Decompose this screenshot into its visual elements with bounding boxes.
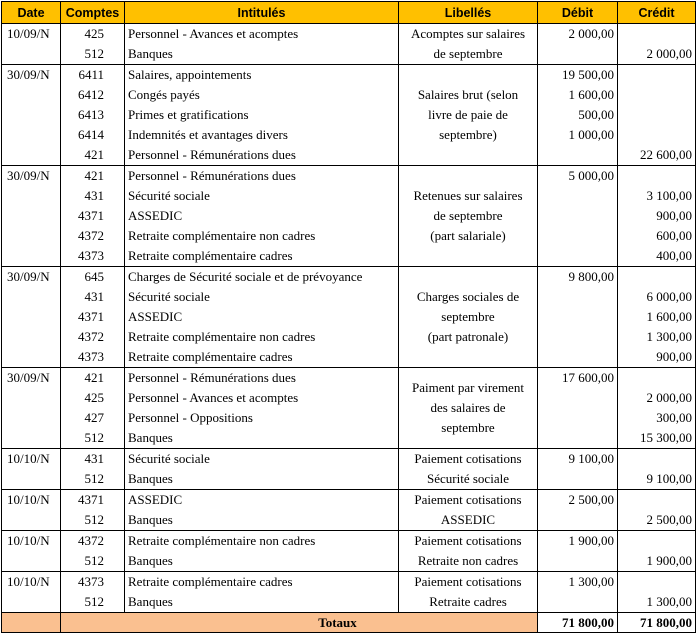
libelle-line: Paiement cotisations: [414, 492, 522, 507]
debit-amount: [538, 408, 618, 428]
account-number: 512: [61, 551, 125, 572]
entry-date: [2, 287, 61, 307]
libelle-line: Retenues sur salaires: [413, 188, 523, 203]
credit-amount: 300,00: [618, 408, 696, 428]
account-number: 512: [61, 469, 125, 490]
debit-amount: [538, 428, 618, 449]
debit-amount: 1 900,00: [538, 531, 618, 552]
account-number: 421: [61, 166, 125, 187]
totals-credit: 71 800,00: [618, 613, 696, 633]
account-number: 4373: [61, 572, 125, 593]
table-row: [2, 206, 696, 226]
account-title: Banques: [125, 551, 399, 572]
account-title: ASSEDIC: [125, 206, 399, 226]
table-row: [2, 226, 696, 246]
debit-amount: [538, 206, 618, 226]
libelle-line: Retraite cadres: [429, 594, 507, 609]
debit-amount: 2 000,00: [538, 24, 618, 45]
account-number: 4371: [61, 307, 125, 327]
journal-table: [1, 1, 696, 633]
debit-amount: 19 500,00: [538, 65, 618, 86]
account-title: Retraite complémentaire cadres: [125, 572, 399, 593]
credit-amount: [618, 24, 696, 45]
entry-date: 30/09/N: [2, 267, 61, 288]
libelle-line: de septembre: [433, 46, 503, 61]
entry-date: [2, 125, 61, 145]
account-title: Personnel - Oppositions: [125, 408, 399, 428]
credit-amount: [618, 449, 696, 470]
table-row: [2, 408, 696, 428]
totals-debit: 71 800,00: [538, 613, 618, 633]
libelle-line: septembre): [439, 127, 497, 142]
entry-libelle: [399, 65, 538, 166]
libelle-line: Paiment par virement: [412, 380, 524, 395]
account-number: 512: [61, 510, 125, 531]
account-title: Personnel - Avances et acomptes: [125, 24, 399, 45]
table-row: [2, 388, 696, 408]
entry-date: [2, 408, 61, 428]
account-title: Sécurité sociale: [125, 186, 399, 206]
totals-spacer: [2, 613, 61, 633]
account-number: 6413: [61, 105, 125, 125]
credit-amount: 2 000,00: [618, 44, 696, 65]
journal-body: [2, 24, 696, 613]
account-number: 425: [61, 388, 125, 408]
credit-amount: 900,00: [618, 347, 696, 368]
account-title: Personnel - Rémunérations dues: [125, 368, 399, 389]
header-comptes: Comptes: [61, 2, 125, 24]
entry-date: [2, 510, 61, 531]
account-number: 4373: [61, 246, 125, 267]
account-title: Retraite complémentaire non cadres: [125, 226, 399, 246]
debit-amount: [538, 287, 618, 307]
account-number: 6411: [61, 65, 125, 86]
table-row: [2, 307, 696, 327]
table-row: [2, 551, 696, 572]
account-number: 431: [61, 449, 125, 470]
credit-amount: [618, 85, 696, 105]
table-row: [2, 531, 696, 552]
account-title: Retraite complémentaire cadres: [125, 347, 399, 368]
table-row: [2, 490, 696, 511]
entry-libelle: [399, 166, 538, 267]
header-libelles: Libellés: [399, 2, 538, 24]
libelle-line: Paiement cotisations: [414, 574, 522, 589]
libelle-line: Sécurité sociale: [427, 471, 509, 486]
debit-amount: [538, 186, 618, 206]
debit-amount: [538, 510, 618, 531]
libelle-line: Salaires brut (selon: [417, 87, 519, 102]
entry-date: [2, 551, 61, 572]
account-title: Banques: [125, 469, 399, 490]
credit-amount: [618, 65, 696, 86]
credit-amount: [618, 490, 696, 511]
account-title: Banques: [125, 510, 399, 531]
libelle-line: Retraite non cadres: [417, 553, 519, 568]
debit-amount: [538, 246, 618, 267]
entry-date: [2, 206, 61, 226]
libelle-line: septembre: [441, 309, 495, 324]
libelle-line: Paiement cotisations: [414, 533, 522, 548]
table-row: [2, 246, 696, 267]
libelle-line: septembre: [441, 420, 495, 435]
credit-amount: 600,00: [618, 226, 696, 246]
credit-amount: 3 100,00: [618, 186, 696, 206]
libelle-line: de septembre: [433, 208, 503, 223]
totals-row: [2, 613, 696, 633]
entry-date: [2, 388, 61, 408]
credit-amount: 400,00: [618, 246, 696, 267]
credit-amount: 2 000,00: [618, 388, 696, 408]
table-row: [2, 44, 696, 65]
credit-amount: 15 300,00: [618, 428, 696, 449]
entry-libelle: [399, 24, 538, 65]
account-title: Sécurité sociale: [125, 287, 399, 307]
account-title: Salaires, appointements: [125, 65, 399, 86]
debit-amount: [538, 347, 618, 368]
debit-amount: 500,00: [538, 105, 618, 125]
debit-amount: [538, 327, 618, 347]
account-number: 421: [61, 368, 125, 389]
entry-date: 10/10/N: [2, 490, 61, 511]
account-number: 4371: [61, 490, 125, 511]
table-row: [2, 287, 696, 307]
header-row: [2, 2, 696, 24]
table-row: [2, 186, 696, 206]
credit-amount: [618, 166, 696, 187]
entry-date: [2, 85, 61, 105]
account-number: 431: [61, 287, 125, 307]
table-row: [2, 24, 696, 45]
credit-amount: 9 100,00: [618, 469, 696, 490]
credit-amount: 2 500,00: [618, 510, 696, 531]
entry-date: [2, 246, 61, 267]
debit-amount: [538, 145, 618, 166]
entry-date: [2, 469, 61, 490]
entry-date: 10/10/N: [2, 572, 61, 593]
entry-date: [2, 186, 61, 206]
credit-amount: [618, 531, 696, 552]
account-title: Personnel - Rémunérations dues: [125, 145, 399, 166]
account-number: 4372: [61, 226, 125, 246]
debit-amount: 9 800,00: [538, 267, 618, 288]
account-number: 421: [61, 145, 125, 166]
table-row: [2, 145, 696, 166]
entry-date: [2, 592, 61, 613]
account-title: Indemnités et avantages divers: [125, 125, 399, 145]
credit-amount: [618, 368, 696, 389]
credit-amount: 1 300,00: [618, 592, 696, 613]
account-title: Retraite complémentaire non cadres: [125, 327, 399, 347]
debit-amount: 17 600,00: [538, 368, 618, 389]
account-number: 4373: [61, 347, 125, 368]
credit-amount: 900,00: [618, 206, 696, 226]
table-row: [2, 347, 696, 368]
entry-libelle: [399, 490, 538, 531]
credit-amount: [618, 267, 696, 288]
debit-amount: [538, 307, 618, 327]
debit-amount: 2 500,00: [538, 490, 618, 511]
entry-date: [2, 327, 61, 347]
libelle-line: Paiement cotisations: [414, 451, 522, 466]
table-row: [2, 85, 696, 105]
account-number: 4372: [61, 531, 125, 552]
table-row: [2, 572, 696, 593]
entry-date: 30/09/N: [2, 368, 61, 389]
libelle-line: livre de paie de: [428, 107, 508, 122]
debit-amount: [538, 592, 618, 613]
entry-date: [2, 428, 61, 449]
account-number: 427: [61, 408, 125, 428]
entry-date: 10/10/N: [2, 449, 61, 470]
table-row: [2, 469, 696, 490]
table-row: [2, 267, 696, 288]
table-row: [2, 510, 696, 531]
libelle-line: Acomptes sur salaires: [410, 26, 526, 41]
credit-amount: [618, 125, 696, 145]
account-title: Personnel - Avances et acomptes: [125, 388, 399, 408]
account-number: 4372: [61, 327, 125, 347]
libelle-line: (part patronale): [427, 329, 509, 344]
account-number: 512: [61, 592, 125, 613]
account-title: ASSEDIC: [125, 490, 399, 511]
totals-label: Totaux: [61, 613, 538, 633]
account-title: Charges de Sécurité sociale et de prévoyance: [125, 267, 399, 288]
account-title: Banques: [125, 428, 399, 449]
account-title: Banques: [125, 592, 399, 613]
table-row: [2, 327, 696, 347]
header-debit: Débit: [538, 2, 618, 24]
credit-amount: 1 300,00: [618, 327, 696, 347]
account-title: ASSEDIC: [125, 307, 399, 327]
entry-date: [2, 307, 61, 327]
table-row: [2, 592, 696, 613]
entry-date: [2, 44, 61, 65]
entry-date: 10/09/N: [2, 24, 61, 45]
account-title: Banques: [125, 44, 399, 65]
credit-amount: 1 600,00: [618, 307, 696, 327]
entry-date: 30/09/N: [2, 166, 61, 187]
table-row: [2, 105, 696, 125]
account-number: 512: [61, 44, 125, 65]
entry-date: [2, 226, 61, 246]
debit-amount: [538, 226, 618, 246]
header-intitules: Intitulés: [125, 2, 399, 24]
account-number: 645: [61, 267, 125, 288]
libelle-line: (part salariale): [430, 228, 506, 243]
entry-date: 10/10/N: [2, 531, 61, 552]
entry-libelle: [399, 449, 538, 490]
account-title: Retraite complémentaire cadres: [125, 246, 399, 267]
entry-libelle: [399, 368, 538, 449]
entry-libelle: [399, 267, 538, 368]
credit-amount: 22 600,00: [618, 145, 696, 166]
entry-libelle: [399, 531, 538, 572]
table-row: [2, 368, 696, 389]
credit-amount: 6 000,00: [618, 287, 696, 307]
account-title: Personnel - Rémunérations dues: [125, 166, 399, 187]
debit-amount: 1 600,00: [538, 85, 618, 105]
debit-amount: 1 300,00: [538, 572, 618, 593]
entry-libelle: [399, 572, 538, 613]
account-number: 6414: [61, 125, 125, 145]
debit-amount: [538, 469, 618, 490]
account-number: 431: [61, 186, 125, 206]
entry-date: [2, 145, 61, 166]
account-number: 6412: [61, 85, 125, 105]
entry-date: [2, 105, 61, 125]
account-title: Congés payés: [125, 85, 399, 105]
libelle-line: ASSEDIC: [440, 512, 496, 527]
account-title: Primes et gratifications: [125, 105, 399, 125]
credit-amount: [618, 572, 696, 593]
debit-amount: [538, 44, 618, 65]
debit-amount: 1 000,00: [538, 125, 618, 145]
debit-amount: 5 000,00: [538, 166, 618, 187]
table-row: [2, 125, 696, 145]
libelle-line: des salaires de: [430, 400, 506, 415]
entry-date: 30/09/N: [2, 65, 61, 86]
credit-amount: 1 900,00: [618, 551, 696, 572]
account-title: Sécurité sociale: [125, 449, 399, 470]
table-row: [2, 166, 696, 187]
account-title: Retraite complémentaire non cadres: [125, 531, 399, 552]
table-row: [2, 428, 696, 449]
table-row: [2, 65, 696, 86]
table-row: [2, 449, 696, 470]
debit-amount: [538, 388, 618, 408]
header-date: Date: [2, 2, 61, 24]
account-number: 512: [61, 428, 125, 449]
account-number: 425: [61, 24, 125, 45]
account-number: 4371: [61, 206, 125, 226]
header-credit: Crédit: [618, 2, 696, 24]
credit-amount: [618, 105, 696, 125]
debit-amount: 9 100,00: [538, 449, 618, 470]
libelle-line: Charges sociales de: [416, 289, 520, 304]
debit-amount: [538, 551, 618, 572]
entry-date: [2, 347, 61, 368]
